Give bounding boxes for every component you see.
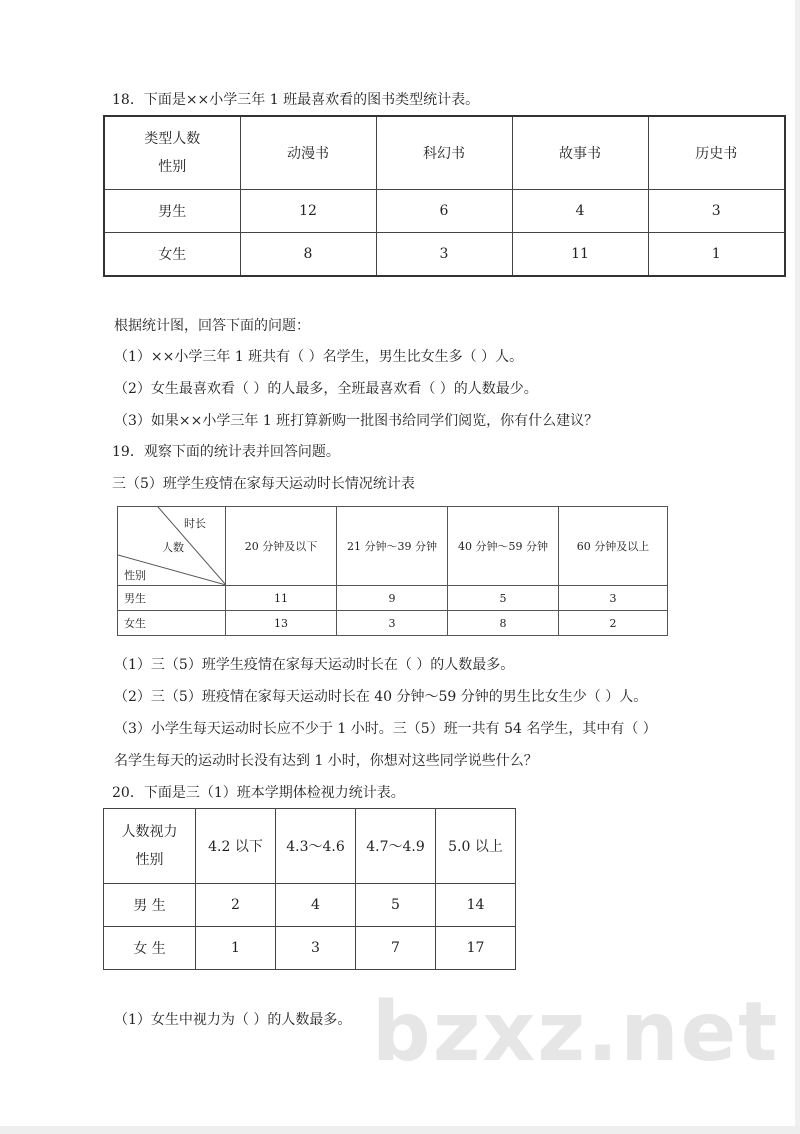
q20-header-cell: 4.3～4.6 [276, 809, 356, 884]
table-row [104, 927, 516, 970]
q20-cell: 1 [196, 927, 276, 970]
q19-item-2: （2）三（5）班疫情在家每天运动时长在 40 分钟～59 分钟的男生比女生少（ ）人。 [114, 689, 648, 705]
q20-header-cell: 4.2 以下 [196, 809, 276, 884]
q20-cell: 4 [276, 884, 356, 927]
q19-item-3-cont: 名学生每天的运动时长没有达到 1 小时，你想对这些同学说些什么？ [114, 753, 538, 769]
q19-cell: 11 [226, 586, 337, 611]
q18-header-cell: 故事书 [512, 116, 648, 190]
table-row [104, 190, 785, 233]
q19-corner-cell [118, 507, 226, 586]
q20-cell: 7 [356, 927, 436, 970]
q19-caption: 三（5）班学生疫情在家每天运动时长情况统计表 [112, 476, 415, 492]
q20-title: 20．下面是三（1）班本学期体检视力统计表。 [112, 785, 405, 801]
watermark: bzxz.net [372, 985, 780, 1080]
q20-cell: 5 [356, 884, 436, 927]
q20-corner-top: 人数视力 [121, 824, 178, 840]
q20-cell: 3 [276, 927, 356, 970]
q19-header-cell: 21 分钟～39 分钟 [337, 507, 448, 586]
q20-corner-cell [104, 809, 196, 884]
q19-header-cell: 40 分钟～59 分钟 [448, 507, 559, 586]
q20-cell: 2 [196, 884, 276, 927]
q19-exercise-time-table [117, 506, 668, 636]
q19-cell: 8 [448, 611, 559, 636]
q19-cell: 13 [226, 611, 337, 636]
q19-header-cell: 60 分钟及以上 [559, 507, 668, 586]
q20-row-label: 男 生 [104, 884, 196, 927]
q18-header-cell: 历史书 [648, 116, 785, 190]
q18-corner-cell [104, 116, 240, 190]
q19-title: 19．观察下面的统计表并回答问题。 [112, 444, 340, 460]
q18-cell: 1 [648, 233, 785, 277]
table-row [104, 233, 785, 277]
q18-item-2: （2）女生最喜欢看（ ）的人最多，全班最喜欢看（ ）的人数最少。 [114, 381, 538, 397]
q18-item-3: （3）如果××小学三年 1 班打算新购一批图书给同学们阅览，你有什么建议？ [114, 413, 599, 429]
q18-title: 18．下面是××小学三年 1 班最喜欢看的图书类型统计表。 [112, 92, 480, 108]
q19-corner-a: 时长 [184, 517, 206, 530]
q19-header-cell: 20 分钟及以下 [226, 507, 337, 586]
q19-item-1: （1）三（5）班学生疫情在家每天运动时长在（ ）的人数最多。 [114, 657, 515, 673]
q18-cell: 6 [376, 190, 512, 233]
q18-cell: 8 [240, 233, 376, 277]
q20-cell: 17 [436, 927, 516, 970]
q19-cell: 3 [559, 586, 668, 611]
q18-row-label: 女生 [104, 233, 240, 277]
q20-header-cell: 4.7～4.9 [356, 809, 436, 884]
table-row [118, 611, 668, 636]
table-row [104, 884, 516, 927]
q19-cell: 2 [559, 611, 668, 636]
q18-cell: 4 [512, 190, 648, 233]
q18-row-label: 男生 [104, 190, 240, 233]
table-row [118, 586, 668, 611]
q19-cell: 9 [337, 586, 448, 611]
q18-intro: 根据统计图，回答下面的问题： [114, 318, 310, 334]
q20-vision-table [103, 808, 516, 970]
q19-row-label: 女生 [118, 611, 226, 636]
q20-item-1: （1）女生中视力为（ ）的人数最多。 [114, 1012, 352, 1028]
q18-header-cell: 科幻书 [376, 116, 512, 190]
q20-row-label: 女 生 [104, 927, 196, 970]
q18-header-cell: 动漫书 [240, 116, 376, 190]
q20-header-cell: 5.0 以上 [436, 809, 516, 884]
q19-corner-b: 人数 [162, 541, 184, 554]
page-bottom-edge [0, 1126, 800, 1134]
q18-corner-bottom: 性别 [158, 159, 187, 175]
q18-cell: 3 [648, 190, 785, 233]
q18-corner-top: 类型人数 [144, 131, 201, 147]
q20-corner-bottom: 性别 [135, 852, 164, 868]
q18-cell: 3 [376, 233, 512, 277]
q19-item-3: （3）小学生每天运动时长应不少于 1 小时。三（5）班一共有 54 名学生，其中有（ ） [114, 721, 657, 737]
q18-cell: 12 [240, 190, 376, 233]
q19-cell: 5 [448, 586, 559, 611]
q19-row-label: 男生 [118, 586, 226, 611]
q18-book-type-table [103, 115, 786, 277]
q18-cell: 11 [512, 233, 648, 277]
q19-corner-c: 性别 [124, 569, 146, 582]
q19-cell: 3 [337, 611, 448, 636]
q20-cell: 14 [436, 884, 516, 927]
page-edge [795, 0, 800, 1134]
q18-item-1: （1）××小学三年 1 班共有（ ）名学生，男生比女生多（ ）人。 [114, 349, 524, 365]
